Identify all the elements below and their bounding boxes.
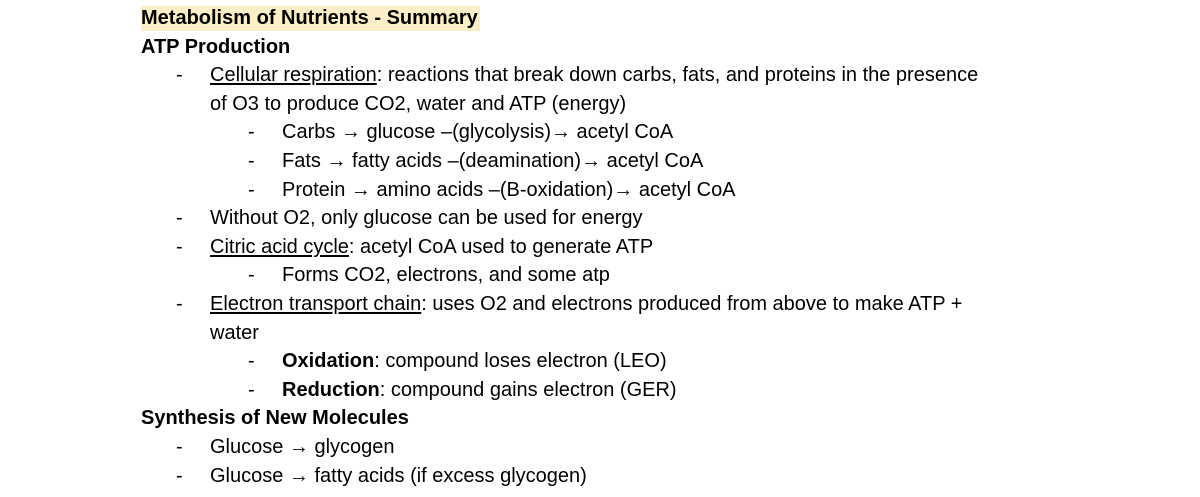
sub-item-text: Fats → fatty acids –(deamination)→ acetyl CoA bbox=[282, 149, 704, 172]
list-item-cellular-respiration bbox=[141, 61, 1181, 90]
term-electron-transport-chain: Electron transport chain bbox=[210, 292, 422, 315]
list-item-continuation: water bbox=[210, 321, 259, 344]
definition-text: : compound loses electron (LEO) bbox=[374, 350, 667, 373]
bullet-dash: - bbox=[176, 435, 183, 458]
list-item-electron-transport-chain bbox=[141, 290, 1181, 319]
sub-list-item bbox=[141, 261, 1181, 290]
sub-list-item-oxidation bbox=[141, 347, 1181, 376]
section-heading-atp-production: ATP Production bbox=[141, 35, 291, 58]
bullet-dash: - bbox=[248, 178, 255, 201]
definition-text: : uses O2 and electrons produced from above to make ATP + bbox=[421, 292, 963, 315]
sub-item-text: Carbs → glucose –(glycolysis)→ acetyl CoA bbox=[282, 121, 674, 144]
definition-text: : reactions that break down carbs, fats, and proteins in the presence bbox=[376, 64, 979, 87]
term-cellular-respiration: Cellular respiration bbox=[210, 64, 377, 87]
list-item bbox=[141, 462, 1181, 491]
list-item-text: Glucose → fatty acids (if excess glycogen) bbox=[210, 464, 587, 487]
term-citric-acid-cycle: Citric acid cycle bbox=[210, 235, 349, 258]
sub-list-item bbox=[141, 147, 1181, 176]
term-oxidation: Oxidation bbox=[282, 350, 375, 373]
title-line bbox=[141, 4, 1181, 33]
definition-text: : compound gains electron (GER) bbox=[379, 378, 677, 401]
sub-item-text: Protein → amino acids –(B-oxidation)→ acetyl CoA bbox=[282, 178, 736, 201]
document bbox=[141, 4, 1181, 490]
term-reduction: Reduction bbox=[282, 378, 380, 401]
list-item-citric-acid-cycle bbox=[141, 233, 1181, 262]
bullet-dash: - bbox=[176, 64, 183, 87]
section-heading-synthesis: Synthesis of New Molecules bbox=[141, 407, 409, 430]
bullet-dash: - bbox=[248, 149, 255, 172]
definition-text: : acetyl CoA used to generate ATP bbox=[348, 235, 654, 258]
bullet-dash: - bbox=[248, 378, 255, 401]
list-item bbox=[141, 433, 1181, 462]
list-item-without-oxygen bbox=[141, 204, 1181, 233]
document-title: Metabolism of Nutrients - Summary bbox=[141, 7, 478, 29]
bullet-dash: - bbox=[248, 121, 255, 144]
bullet-dash: - bbox=[176, 207, 183, 230]
bullet-dash: - bbox=[176, 292, 183, 315]
sub-list-item bbox=[141, 176, 1181, 205]
sub-item-text: Forms CO2, electrons, and some atp bbox=[282, 264, 610, 287]
sub-list-item bbox=[141, 118, 1181, 147]
sub-list-item-reduction bbox=[141, 376, 1181, 405]
list-item-text: Without O2, only glucose can be used for energy bbox=[210, 207, 643, 230]
list-item-continuation: of O3 to produce CO2, water and ATP (energy) bbox=[210, 92, 627, 115]
bullet-dash: - bbox=[248, 264, 255, 287]
list-item-text: Glucose → glycogen bbox=[210, 435, 395, 458]
bullet-dash: - bbox=[248, 350, 255, 373]
bullet-dash: - bbox=[176, 235, 183, 258]
bullet-dash: - bbox=[176, 464, 183, 487]
